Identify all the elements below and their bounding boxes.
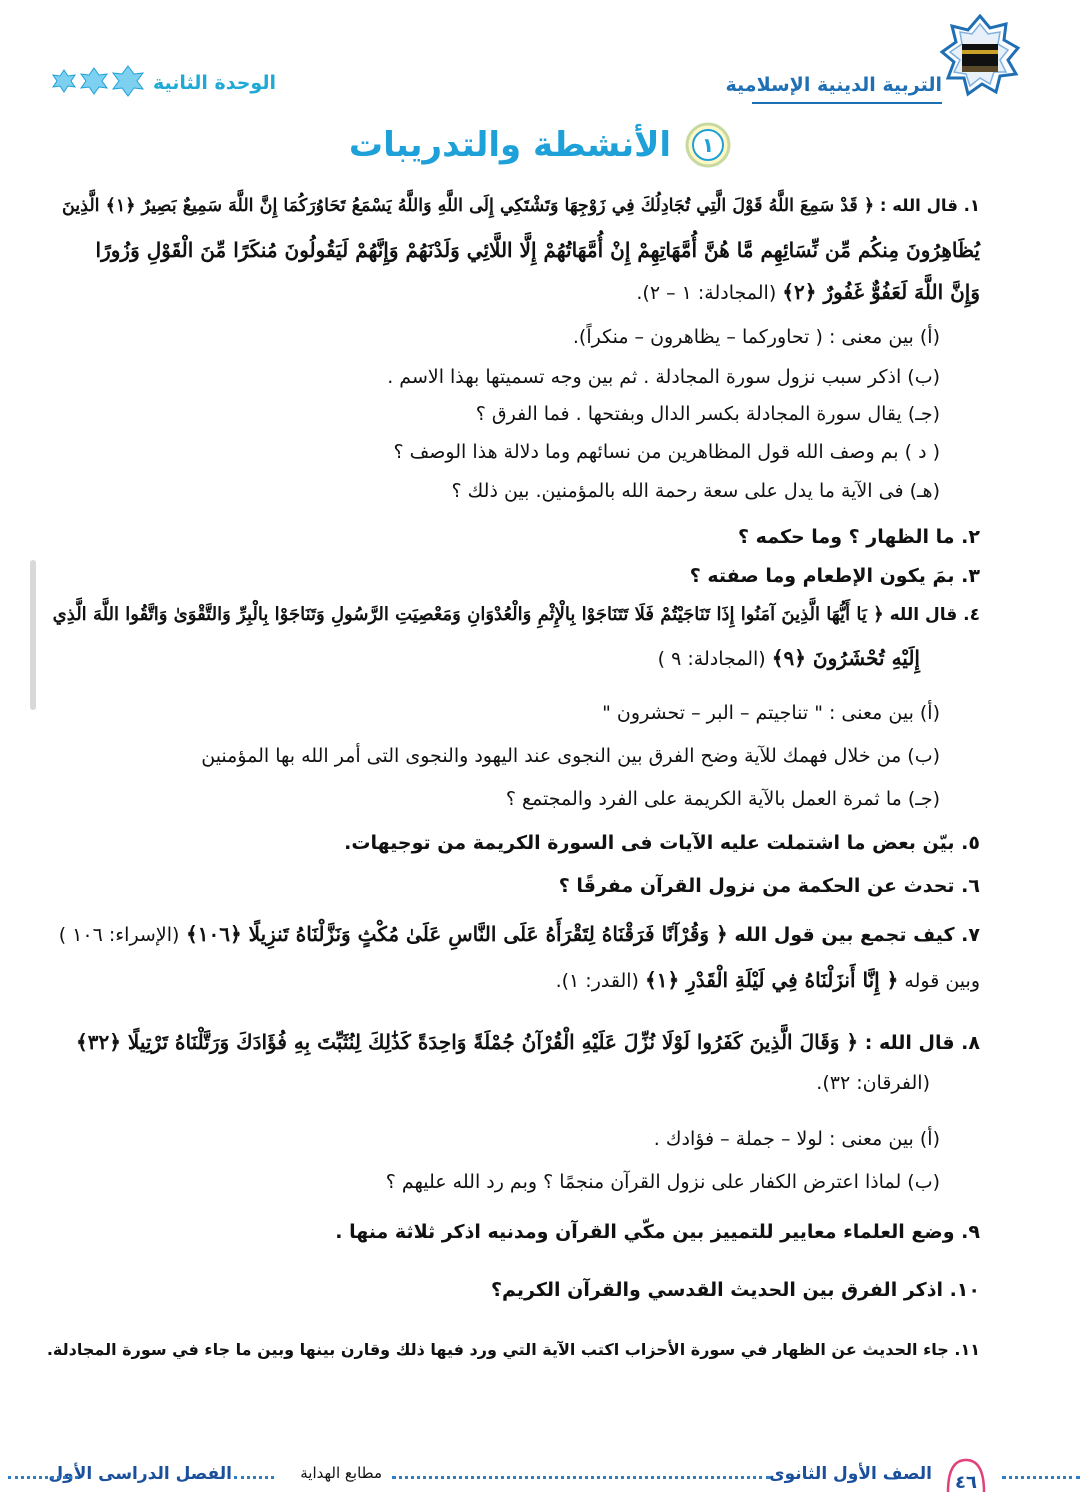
- section-number-badge: [685, 122, 731, 168]
- header-unit: [50, 62, 290, 102]
- question-3: ٣. بمَ يكون الإطعام وما صفته ؟: [689, 565, 980, 587]
- footer-dots-middle: [392, 1476, 770, 1479]
- footer-term: الفصل الدراسى الأول: [48, 1464, 232, 1484]
- question-1-line-3: وَإِنَّ اللَّهَ لَعَفُوٌّ غَفُورٌ ﴿٢﴾ (المجادلة: ١ – ٢).: [636, 280, 980, 304]
- question-10: ١٠. اذكر الفرق بين الحديث القدسي والقرآن الكريم؟: [491, 1279, 980, 1301]
- footer-publisher: مطابع الهداية: [300, 1464, 382, 1482]
- scrollbar[interactable]: [30, 560, 36, 710]
- question-4-a: (أ) بين معنى : " تناجيتم – البر – تحشرون ": [602, 702, 940, 724]
- question-1-c: (جـ) يقال سورة المجادلة بكسر الدال وبفتحها . فما الفرق ؟: [475, 403, 940, 425]
- section-title: [0, 122, 1080, 174]
- question-7-line-2: وبين قوله ﴿ إِنَّا أَنزَلْنَاهُ فِي لَيْلَةِ الْقَدْرِ ﴿١﴾ (القدر: ١).: [555, 968, 980, 992]
- question-7-line-1: ٧. كيف تجمع بين قول الله ﴿ وَقُرْآنًا فَرَقْنَاهُ لِتَقْرَأَهُ عَلَى النَّاسِ عَلَىٰ مُكْثٍ وَنَزَّلْنَاهُ تَنزِيلًا ﴿١٠٦﴾ (الإسراء: ١٠٦ ): [58, 922, 980, 946]
- question-9: ٩. وضع العلماء معايير للتمييز بين مكّي القرآن ومدنيه اذكر ثلاثة منها .: [335, 1221, 980, 1243]
- flowers-decoration-icon: [50, 62, 150, 102]
- kaaba-icon: [938, 14, 1022, 98]
- page-number-badge: [944, 1452, 988, 1496]
- page-number: ٤٦: [955, 1472, 977, 1493]
- question-1-e: (هـ) فى الآية ما يدل على سعة رحمة الله بالمؤمنين. بين ذلك ؟: [451, 480, 940, 502]
- question-4-line-2: إِلَيْهِ تُحْشَرُونَ ﴿٩﴾ (المجادلة: ٩ ): [657, 646, 920, 670]
- footer-dots-right: [1002, 1476, 1080, 1479]
- question-1-a: (أ) بين معنى : ( تحاوركما – يظاهرون – منكراً).: [572, 326, 940, 348]
- subject-underline: [752, 102, 942, 104]
- section-heading: الأنشطة والتدريبات: [348, 125, 672, 165]
- question-1-line-1: ١. قال الله : ﴿ قَدْ سَمِعَ اللَّهُ قَوْلَ الَّتِي تُجَادِلُكَ فِي زَوْجِهَا وَتَشْتَكِي إِلَى اللَّهِ وَاللَّهُ يَسْمَعُ تَحَاوُرَكُمَا إِنَّ اللَّهَ سَمِيعٌ بَصِيرٌ ﴿١﴾ الَّذِينَ: [61, 196, 980, 216]
- footer-dots-left: [8, 1476, 78, 1479]
- footer-dots-left-middle: [234, 1476, 274, 1479]
- question-8-line-2: (الفرقان: ٣٢).: [816, 1072, 930, 1094]
- question-8-line-1: ٨. قال الله : ﴿ وَقَالَ الَّذِينَ كَفَرُوا لَوْلَا نُزِّلَ عَلَيْهِ الْقُرْآنُ جُمْلَةً وَاحِدَةً كَذَٰلِكَ لِنُثَبِّتَ بِهِ فُؤَادَكَ وَرَتَّلْنَاهُ تَرْتِيلًا ﴿٣٢﴾: [76, 1030, 980, 1054]
- unit-title: الوحدة الثانية: [152, 72, 276, 94]
- question-1-d: ( د ) بم وصف الله قول المظاهرين من نسائهم وما دلالة هذا الوصف ؟: [393, 441, 940, 463]
- question-8-b: (ب) لماذا اعترض الكفار على نزول القرآن منجمًا ؟ وبم رد الله عليهم ؟: [385, 1171, 940, 1193]
- question-6: ٦. تحدث عن الحكمة من نزول القرآن مفرقًا ؟: [558, 875, 980, 897]
- question-5: ٥. بيّن بعض ما اشتملت عليه الآيات فى السورة الكريمة من توجيهات.: [344, 832, 980, 854]
- question-4-c: (جـ) ما ثمرة العمل بالآية الكريمة على الفرد والمجتمع ؟: [505, 788, 940, 810]
- section-number: ١: [701, 133, 715, 157]
- subject-title: التربية الدينية الإسلامية: [725, 74, 942, 96]
- footer-grade: الصف الأول الثانوى: [768, 1464, 932, 1484]
- question-1-b: (ب) اذكر سبب نزول سورة المجادلة . ثم بين وجه تسميتها بهذا الاسم .: [387, 366, 940, 388]
- question-2: ٢. ما الظهار ؟ وما حكمه ؟: [738, 526, 980, 548]
- question-1-line-2: يُظَاهِرُونَ مِنكُم مِّن نِّسَائِهِم مَّا هُنَّ أُمَّهَاتِهِمْ إِنْ أُمَّهَاتُهُمْ إِلَّا اللَّائِي وَلَدْنَهُمْ وَإِنَّهُمْ لَيَقُولُونَ مُنكَرًا مِّنَ الْقَوْلِ وَزُورًا: [95, 238, 980, 262]
- question-11: ١١. جاء الحديث عن الظهار في سورة الأحزاب اكتب الآية التي ورد فيها ذلك وقارن بينها وبين ما جاء في سورة المجادلة.: [46, 1340, 980, 1359]
- question-8-a: (أ) بين معنى : لولا – جملة – فؤادك .: [653, 1128, 940, 1150]
- header-subject: [692, 14, 1022, 104]
- question-4-line-1: ٤. قال الله ﴿ يَا أَيُّهَا الَّذِينَ آمَنُوا إِذَا تَنَاجَيْتُمْ فَلَا تَتَنَاجَوْا بِالْإِثْمِ وَالْعُدْوَانِ وَمَعْصِيَتِ الرَّسُولِ وَتَنَاجَوْا بِالْبِرِّ وَالتَّقْوَىٰ وَاتَّقُوا اللَّهَ الَّذِي: [52, 604, 980, 625]
- question-4-b: (ب) من خلال فهمك للآية وضح الفرق بين النجوى عند اليهود والنجوى التى أمر الله بها المؤمنين: [201, 745, 940, 767]
- footer: [0, 1448, 1080, 1497]
